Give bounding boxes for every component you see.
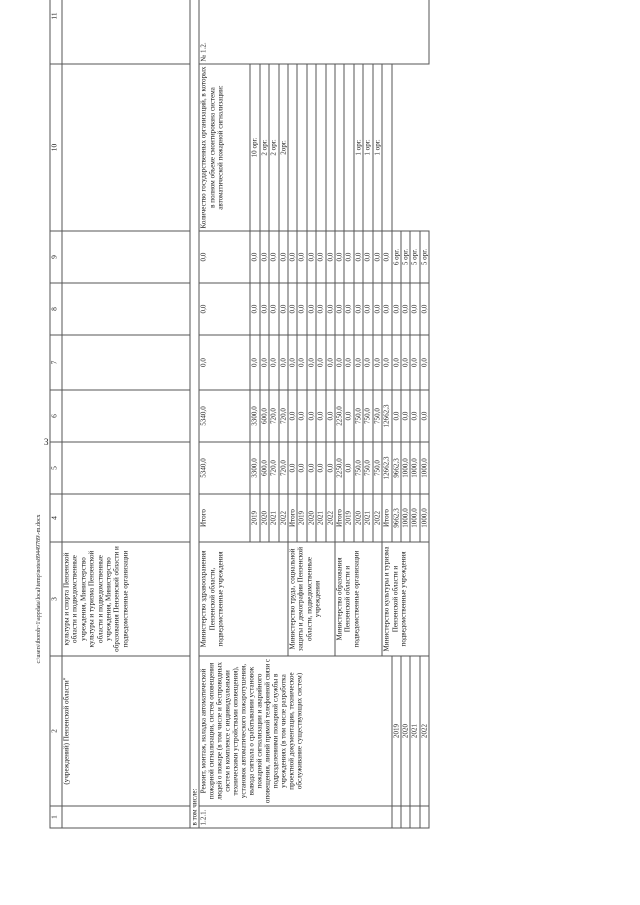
value-cell: 0,0: [382, 335, 391, 390]
value-cell: 0,0: [326, 335, 335, 390]
footer-file-path: c:\users\iboroh~1\appdata\local\temp\notes89449789\-m.docx: [36, 514, 42, 664]
empty-cell: [62, 806, 190, 828]
year-cell: 2021: [316, 494, 325, 542]
value-cell: 0,0: [335, 283, 344, 335]
value-cell: 0,0: [250, 283, 259, 335]
value-cell: 0,0: [316, 335, 325, 390]
value-cell: 0,0: [199, 231, 250, 283]
reference-cell: № 1.2.: [199, 0, 429, 64]
value-cell: 0,0: [344, 283, 353, 335]
column-number: 8: [50, 283, 62, 335]
year-cell: 2022: [420, 656, 429, 806]
continued-name-cell: (учреждений) Пензенской области": [62, 656, 190, 806]
value-cell: 0,0: [354, 231, 363, 283]
value-cell: 0,0: [307, 390, 316, 442]
value-cell: 0,0: [363, 231, 372, 283]
value-cell: 750,0: [373, 442, 382, 494]
indicator-value-cell: [288, 64, 297, 231]
value-cell: 0,0: [260, 231, 269, 283]
value-cell: 0,0: [382, 231, 391, 283]
year-cell: 2020: [260, 494, 269, 542]
value-cell: 0,0: [410, 335, 419, 390]
executor-cell: Министерство образования Пензенской области и подведомственные организации: [335, 542, 382, 656]
value-cell: 0,0: [392, 283, 401, 335]
rotated-page-content: [50, 0, 525, 829]
indicator-value-cell: [297, 64, 306, 231]
value-cell: 0,0: [373, 231, 382, 283]
year-cell: 2019: [250, 494, 259, 542]
value-cell: 0,0: [392, 335, 401, 390]
indicator-value-cell: [335, 64, 344, 231]
value-cell: 0,0: [250, 231, 259, 283]
value-cell: 750,0: [354, 442, 363, 494]
indicator-value-cell: 6 орг.: [392, 231, 401, 283]
value-cell: 0,0: [199, 335, 250, 390]
value-cell: 0,0: [297, 442, 306, 494]
value-cell: 0,0: [307, 442, 316, 494]
item-code: 1.2.1.: [199, 806, 391, 828]
value-cell: 0,0: [373, 335, 382, 390]
value-cell: 9662,3: [392, 442, 401, 494]
value-cell: 0,0: [316, 442, 325, 494]
indicator-value-cell: [344, 64, 353, 231]
value-cell: 0,0: [363, 335, 372, 390]
column-number: 1: [50, 806, 62, 828]
value-cell: 0,0: [420, 390, 429, 442]
column-number: 6: [50, 390, 62, 442]
value-cell: 0,0: [335, 231, 344, 283]
indicator-value-cell: [382, 64, 391, 231]
executor-cell: Министерство здравоохранения Пензенской области, подведомственные учреждения: [199, 542, 288, 656]
year-cell: Итого: [335, 494, 344, 542]
value-cell: 0,0: [326, 231, 335, 283]
value-cell: 0,0: [269, 231, 278, 283]
value-cell: 0,0: [297, 283, 306, 335]
empty-cell: [392, 806, 401, 828]
empty-cell: [410, 806, 419, 828]
value-cell: 0,0: [288, 390, 297, 442]
page-number: 3: [44, 437, 49, 447]
table-row: [410, 0, 419, 828]
year-cell: 2020: [354, 494, 363, 542]
value-cell: 720,0: [279, 390, 288, 442]
item-name: Ремонт, монтаж, наладка автоматической пожарной сигнализации, систем оповещения людей о пожаре (в том числе и беспроводных систем в комплексе с индивидуальными техническими устройствами оповещения), установок автоматического пожаротушения, вывода сигнала о срабатывании установок пожарной сигнализации и аварийного оповещения, линий прямой телефонной связи с подразделениями пожарной службы в учреждениях (в том числе разработка проектной документации, техническое обслуживание существующих систем): [199, 656, 391, 806]
value-cell: 1000,0: [420, 442, 429, 494]
section-row: [190, 0, 199, 828]
column-number: 4: [50, 494, 62, 542]
value-cell: 1000,0: [410, 442, 419, 494]
value-cell: 600,0: [260, 442, 269, 494]
column-number: 9: [50, 231, 62, 283]
value-cell: 0,0: [401, 390, 410, 442]
value-cell: 1000,0: [401, 442, 410, 494]
value-cell: 0,0: [392, 390, 401, 442]
year-cell: Итого: [199, 494, 250, 542]
value-cell: 720,0: [279, 442, 288, 494]
column-number: 3: [50, 542, 62, 656]
continued-row: [62, 0, 190, 828]
value-cell: 0,0: [326, 390, 335, 442]
year-cell: Итого: [288, 494, 297, 542]
value-cell: 0,0: [288, 231, 297, 283]
value-cell: 0,0: [382, 283, 391, 335]
value-cell: 0,0: [410, 283, 419, 335]
value-cell: 3300,0: [250, 390, 259, 442]
year-cell: 2021: [269, 494, 278, 542]
value-cell: 0,0: [307, 335, 316, 390]
value-cell: 9662,3: [392, 494, 401, 542]
value-cell: 0,0: [326, 442, 335, 494]
indicator-cell: Количество государственных организаций, в которых в полном объеме смонтирована система автоматической пожарной сигнализации:: [199, 64, 250, 231]
year-cell: 2021: [410, 656, 419, 806]
value-cell: 0,0: [354, 283, 363, 335]
column-number: 11: [50, 0, 62, 64]
section-label: в том числе:: [190, 0, 199, 828]
value-cell: 0,0: [269, 283, 278, 335]
table-row: [401, 0, 410, 828]
value-cell: 12662,3: [382, 390, 391, 442]
year-cell: 2022: [373, 494, 382, 542]
value-cell: 0,0: [344, 390, 353, 442]
value-cell: 0,0: [344, 231, 353, 283]
value-cell: 0,0: [354, 335, 363, 390]
value-cell: 0,0: [344, 335, 353, 390]
value-cell: 0,0: [260, 283, 269, 335]
value-cell: 720,0: [269, 442, 278, 494]
year-cell: Итого: [382, 494, 391, 542]
indicator-value-cell: 5 орг.: [401, 231, 410, 283]
table-row: [392, 0, 401, 828]
value-cell: 750,0: [354, 390, 363, 442]
year-cell: 2019: [392, 656, 401, 806]
indicator-value-cell: 10 орг.: [250, 64, 259, 231]
value-cell: 0,0: [316, 390, 325, 442]
value-cell: 0,0: [420, 335, 429, 390]
value-cell: 750,0: [363, 442, 372, 494]
indicator-value-cell: 5 орг.: [420, 231, 429, 283]
value-cell: 0,0: [199, 283, 250, 335]
item-total-row: [199, 0, 250, 828]
column-number-row: [50, 0, 62, 828]
indicator-value-cell: [316, 64, 325, 231]
indicator-value-cell: 1 орг.: [363, 64, 372, 231]
value-cell: 5340,0: [199, 442, 250, 494]
value-cell: 750,0: [373, 390, 382, 442]
value-cell: 0,0: [307, 231, 316, 283]
value-cell: 0,0: [326, 283, 335, 335]
value-cell: 12662,3: [382, 442, 391, 494]
empty-cell: [62, 494, 190, 542]
empty-cell: [62, 231, 190, 283]
year-cell: 2019: [344, 494, 353, 542]
year-cell: 2021: [363, 494, 372, 542]
value-cell: 0,0: [297, 231, 306, 283]
value-cell: 0,0: [288, 335, 297, 390]
continued-executors-cell: культуры и спорта Пензенской области и подведомственные учреждения, Министерство культуры и туризма Пензенской области и подведомственные учреждения, Министерство образования Пензенской области и подведомственные организации: [62, 542, 190, 656]
value-cell: 750,0: [363, 390, 372, 442]
indicator-value-cell: 2орг.: [279, 64, 288, 231]
year-cell: 2020: [401, 656, 410, 806]
value-cell: 5340,0: [199, 390, 250, 442]
indicator-value-cell: 1 орг.: [354, 64, 363, 231]
value-cell: 0,0: [316, 283, 325, 335]
value-cell: 2250,0: [335, 390, 344, 442]
program-table: [50, 0, 430, 829]
value-cell: 600,0: [260, 390, 269, 442]
value-cell: 0,0: [279, 231, 288, 283]
value-cell: 0,0: [260, 335, 269, 390]
value-cell: 1000,0: [420, 494, 429, 542]
value-cell: 0,0: [420, 283, 429, 335]
value-cell: 0,0: [335, 335, 344, 390]
value-cell: 0,0: [401, 335, 410, 390]
year-cell: 2022: [279, 494, 288, 542]
empty-cell: [62, 390, 190, 442]
column-number: 2: [50, 656, 62, 806]
value-cell: 2250,0: [335, 442, 344, 494]
empty-cell: [401, 806, 410, 828]
empty-cell: [62, 0, 190, 64]
empty-cell: [62, 64, 190, 231]
table-row: [420, 0, 429, 828]
value-cell: 0,0: [297, 390, 306, 442]
value-cell: 0,0: [401, 283, 410, 335]
indicator-value-cell: [307, 64, 316, 231]
value-cell: 0,0: [279, 283, 288, 335]
value-cell: 3300,0: [250, 442, 259, 494]
empty-cell: [62, 283, 190, 335]
empty-cell: [62, 335, 190, 390]
value-cell: 1000,0: [410, 494, 419, 542]
empty-cell: [62, 442, 190, 494]
empty-cell: [420, 806, 429, 828]
value-cell: 1000,0: [401, 494, 410, 542]
value-cell: 0,0: [363, 283, 372, 335]
indicator-value-cell: 2 орг.: [269, 64, 278, 231]
value-cell: 0,0: [288, 442, 297, 494]
value-cell: 0,0: [279, 335, 288, 390]
value-cell: 720,0: [269, 390, 278, 442]
value-cell: 0,0: [410, 390, 419, 442]
indicator-value-cell: 5 орг.: [410, 231, 419, 283]
value-cell: 0,0: [344, 442, 353, 494]
value-cell: 0,0: [307, 283, 316, 335]
value-cell: 0,0: [316, 231, 325, 283]
executor-cell: Министерство труда, социальной защиты и демографии Пензенской области, подведомственные учреждения: [288, 542, 335, 656]
value-cell: 0,0: [269, 335, 278, 390]
value-cell: 0,0: [297, 335, 306, 390]
column-number: 5: [50, 442, 62, 494]
value-cell: 0,0: [288, 283, 297, 335]
executor-cell: Министерство культуры и туризма Пензенской области и подведомственные учреждения: [382, 542, 429, 656]
column-number: 7: [50, 335, 62, 390]
indicator-value-cell: 2 орг.: [260, 64, 269, 231]
column-number: 10: [50, 64, 62, 231]
year-cell: 2022: [326, 494, 335, 542]
year-cell: 2020: [307, 494, 316, 542]
indicator-value-cell: 1 орг.: [373, 64, 382, 231]
value-cell: 0,0: [250, 335, 259, 390]
year-cell: 2019: [297, 494, 306, 542]
value-cell: 0,0: [373, 283, 382, 335]
indicator-value-cell: [326, 64, 335, 231]
